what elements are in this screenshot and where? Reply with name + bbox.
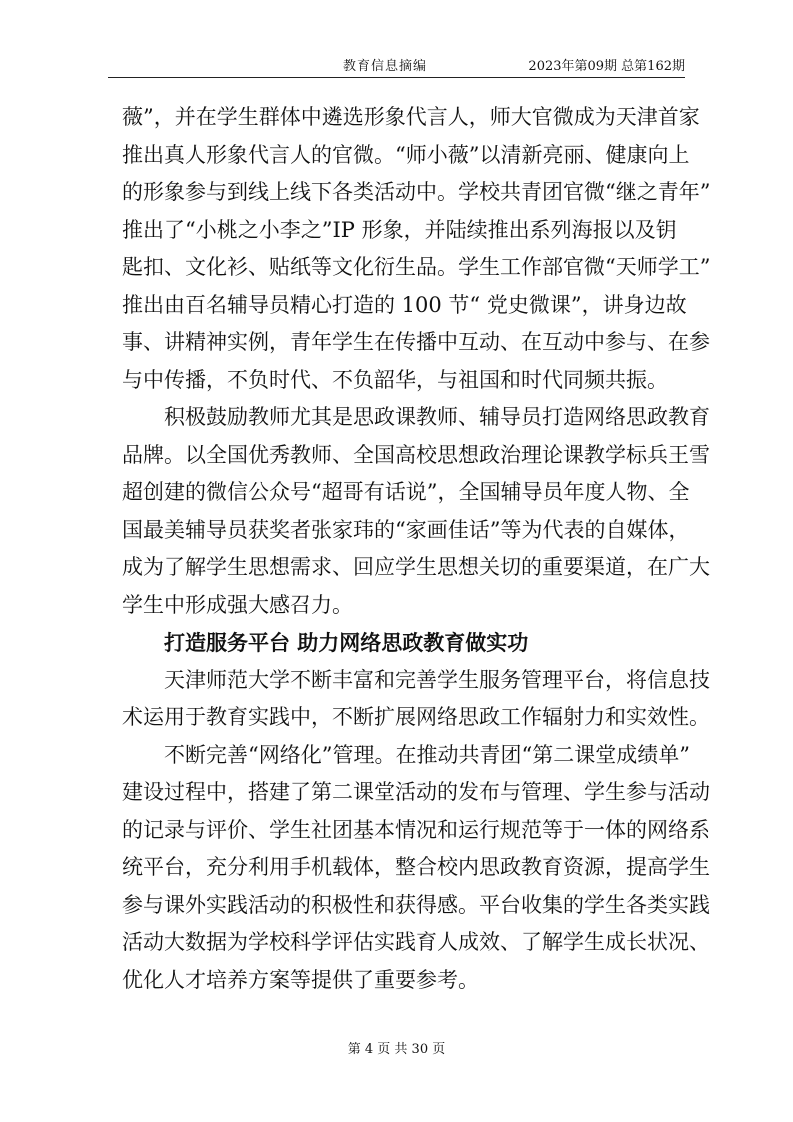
text-line: 统平台，充分利用手机载体，整合校内思政教育资源，提高学生 xyxy=(122,855,710,879)
text-line: 的形象参与到线上线下各类活动中。学校共青团官微“继之青年” xyxy=(122,180,711,204)
text-line: 国最美辅导员获奖者张家玮的“家画佳话”等为代表的自媒体， xyxy=(122,517,690,542)
text-line: 薇”，并在学生群体中遴选形象代言人，师大官微成为天津首家 xyxy=(122,105,700,129)
text-line: 优化人才培养方案等提供了重要参考。 xyxy=(122,967,479,992)
text-line: 学生中形成强大感召力。 xyxy=(122,592,353,617)
text-line: 推出真人形象代言人的官微。“师小薇”以清新亮丽、健康向上 xyxy=(122,142,690,167)
text-line: 术运用于教育实践中，不断扩展网络思政工作辐射力和实效性。 xyxy=(122,705,710,729)
text-line: 与中传播，不负时代、不负韶华，与祖国和时代同频共振。 xyxy=(122,367,668,392)
text-line: 建设过程中，搭建了第二课堂活动的发布与管理、学生参与活动 xyxy=(122,780,710,804)
header-publication: 教育信息摘编 xyxy=(343,59,428,74)
header-divider xyxy=(108,77,685,78)
text-line: 匙扣、文化衫、贴纸等文化衍生品。学生工作部官微“天师学工” xyxy=(122,255,711,279)
text-line: 推出由百名辅导员精心打造的 100 节“ 党史微课”，讲身边故 xyxy=(122,292,687,317)
text-line: 超创建的微信公众号“超哥有话说”，全国辅导员年度人物、全 xyxy=(122,480,690,504)
text-line: 推出了“小桃之小李之”IP 形象，并陆续推出系列海报以及钥 xyxy=(122,217,677,242)
text-line: 品牌。以全国优秀教师、全国高校思想政治理论课教学标兵王雪 xyxy=(122,442,710,467)
section-heading: 打造服务平台 助力网络思政教育做实功 xyxy=(164,630,529,655)
text-line: 的记录与评价、学生社团基本情况和运行规范等于一体的网络系 xyxy=(122,817,710,842)
text-line: 事、讲精神实例，青年学生在传播中互动、在互动中参与、在参 xyxy=(122,330,710,354)
article-body xyxy=(122,99,711,999)
text-line: 成为了解学生思想需求、回应学生思想关切的重要渠道，在广大 xyxy=(122,555,710,579)
text-line: 活动大数据为学校科学评估实践育人成效、了解学生成长状况、 xyxy=(122,930,710,954)
paragraph-first-line: 积极鼓励教师尤其是思政课教师、辅导员打造网络思政教育 xyxy=(164,405,710,429)
page-number: 第 4 页 共 30 页 xyxy=(347,1042,446,1057)
paragraph-first-line: 天津师范大学不断丰富和完善学生服务管理平台，将信息技 xyxy=(164,667,710,692)
text-line: 参与课外实践活动的积极性和获得感。平台收集的学生各类实践 xyxy=(122,892,710,917)
paragraph-first-line: 不断完善“网络化”管理。在推动共青团“第二课堂成绩单” xyxy=(164,742,690,767)
header-issue: 2023年第09期 总第162期 xyxy=(528,59,685,74)
